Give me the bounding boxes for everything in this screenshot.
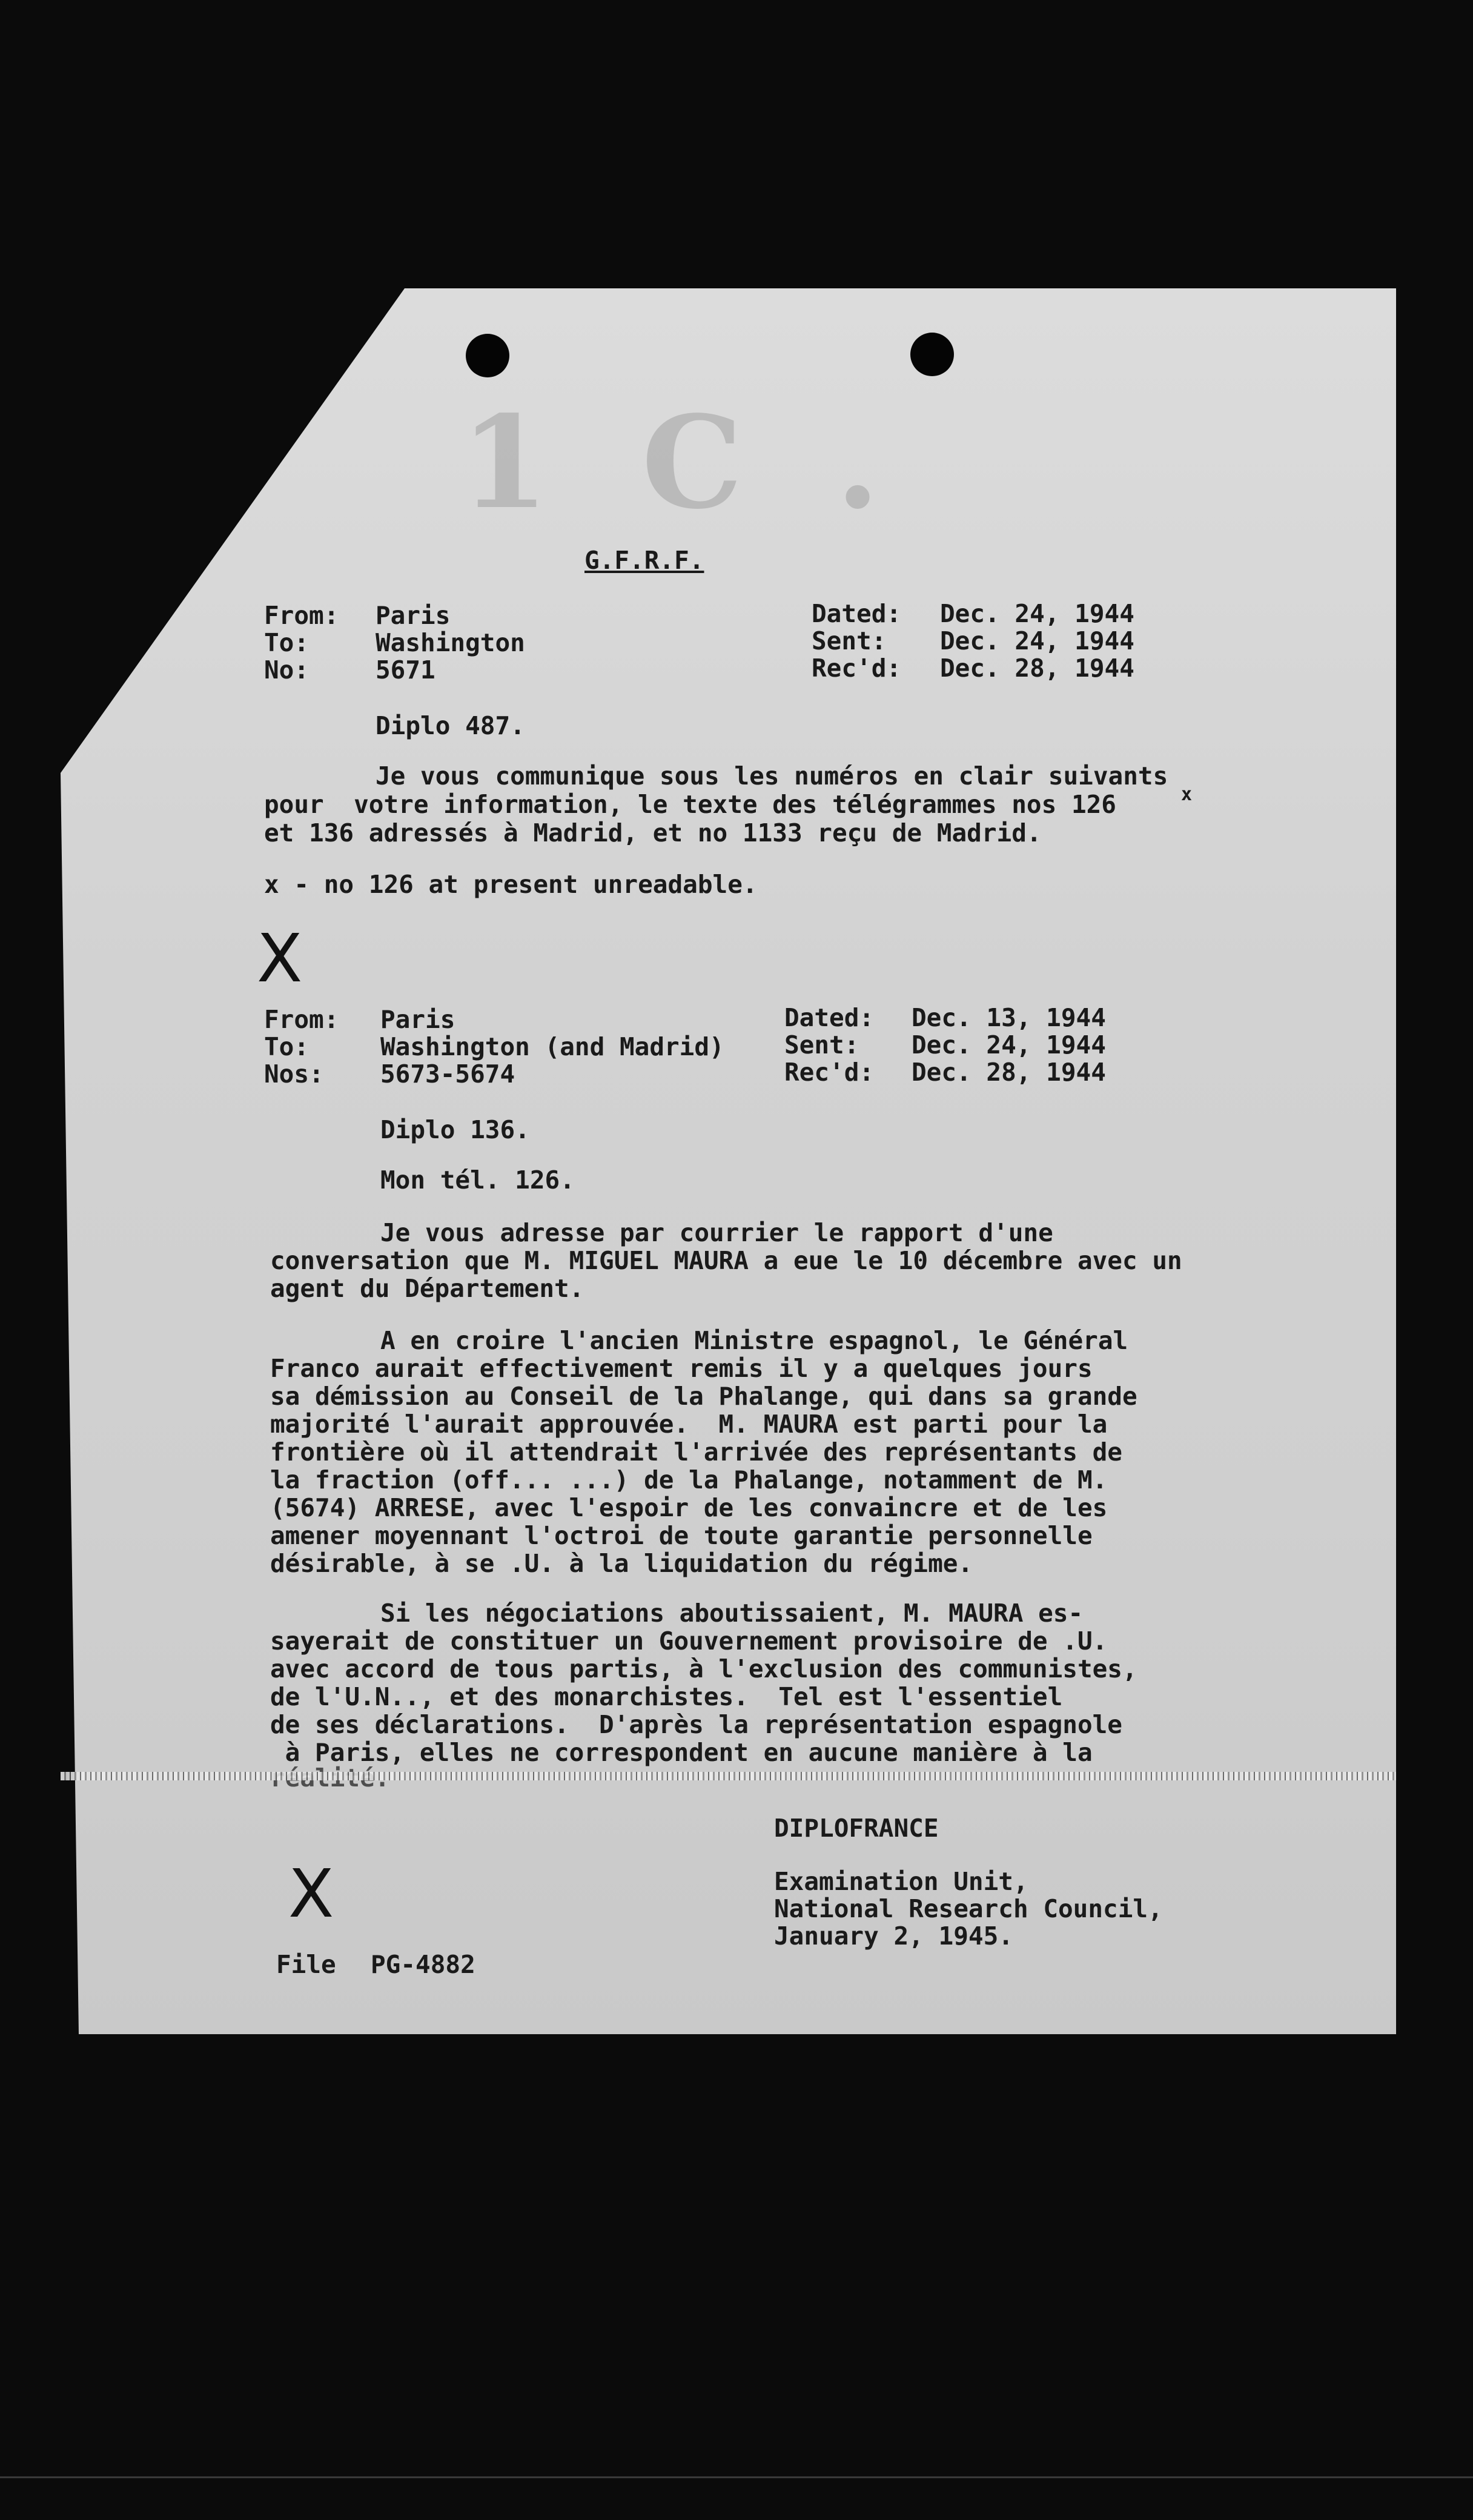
message1-line: Je vous communique sous les numéros en clair suivants [376, 761, 1168, 791]
paragraph-line: A en croire l'ancien Ministre espagnol, le Général [380, 1326, 1128, 1355]
paragraph-line: Si les négociations aboutissaient, M. MAURA es- [380, 1599, 1084, 1628]
dated-label: Dated: [812, 599, 902, 628]
message2-ref: Diplo 136. [380, 1115, 530, 1144]
paragraph-line: la fraction (off... ...) de la Phalange, notamment de M. [270, 1465, 1108, 1494]
recd-label: Rec'd: [812, 654, 902, 683]
sent-label: Sent: [784, 1030, 859, 1059]
unit-line: National Research Council, [774, 1894, 1163, 1923]
nos-label: Nos: [264, 1059, 324, 1089]
paragraph-line: sa démission au Conseil de la Phalange, qui dans sa grande [270, 1382, 1137, 1411]
sent-value: Dec. 24, 1944 [912, 1030, 1106, 1059]
dated-value: Dec. 13, 1944 [912, 1003, 1106, 1032]
recd-value: Dec. 28, 1944 [940, 654, 1134, 683]
dated-value: Dec. 24, 1944 [940, 599, 1134, 628]
paragraph-line: majorité l'aurait approuvée. M. MAURA est parti pour la [270, 1410, 1108, 1439]
message1-line: pour votre information, le texte des télégrammes nos 126 [264, 790, 1116, 819]
sent-label: Sent: [812, 626, 887, 655]
classification-heading: G.F.R.F. [584, 546, 704, 575]
to-value: Washington (and Madrid) [380, 1032, 724, 1061]
paragraph-line: de l'U.N.., et des monarchistes. Tel est l'essentiel [270, 1682, 1063, 1711]
to-label: To: [264, 628, 309, 657]
paragraph-line: conversation que M. MIGUEL MAURA a eue le 10 décembre avec un [270, 1246, 1182, 1275]
paragraph-line: agent du Département. [270, 1274, 584, 1303]
paragraph-line: amener moyennant l'octroi de toute garantie personnelle [270, 1521, 1093, 1550]
paragraph-line: désirable, à se .U. à la liquidation du régime. [270, 1549, 973, 1578]
message2-ref2: Mon tél. 126. [380, 1166, 575, 1195]
from-value: Paris [376, 601, 451, 630]
nos-value: 5673-5674 [380, 1059, 515, 1089]
sent-value: Dec. 24, 1944 [940, 626, 1134, 655]
handwritten-x-mark: X [257, 920, 303, 997]
paragraph-line: frontière où il attendrait l'arrivée des représentants de [270, 1437, 1122, 1467]
to-label: To: [264, 1032, 309, 1061]
unit-line: January 2, 1945. [774, 1921, 1013, 1951]
paragraph-line: Franco aurait effectivement remis il y a quelques jours [270, 1354, 1093, 1383]
message1-ref: Diplo 487. [376, 711, 525, 740]
to-value: Washington [376, 628, 525, 657]
punch-hole-left [466, 334, 509, 377]
paragraph-line: avec accord de tous partis, à l'exclusion des communistes, [270, 1654, 1137, 1683]
no-value: 5671 [376, 655, 435, 685]
scan-edge-line [0, 2476, 1473, 2478]
message1-line: et 136 adressés à Madrid, et no 1133 reçu de Madrid. [264, 818, 1042, 847]
file-value: PG-4882 [371, 1950, 475, 1979]
paragraph-line: Je vous adresse par courrier le rapport d'une [380, 1218, 1053, 1247]
paragraph-line: sayerait de constituer un Gouvernement provisoire de .U. [270, 1626, 1108, 1656]
paragraph-line: de ses déclarations. D'après la représentation espagnole [270, 1710, 1122, 1739]
from-label: From: [264, 1005, 339, 1034]
handwritten-x-mark: X [288, 1855, 334, 1932]
dated-label: Dated: [784, 1003, 875, 1032]
from-label: From: [264, 601, 339, 630]
faded-stamp: 1 C . [460, 388, 904, 527]
message1-footnote: x - no 126 at present unreadable. [264, 870, 758, 899]
from-value: Paris [380, 1005, 455, 1034]
punch-hole-right [910, 333, 954, 376]
recd-label: Rec'd: [784, 1058, 875, 1087]
paragraph-line: (5674) ARRESE, avec l'espoir de les convaincre et de les [270, 1493, 1108, 1522]
signature: DIPLOFRANCE [774, 1814, 939, 1843]
file-label: File [276, 1950, 336, 1979]
scan-seam [61, 1772, 1396, 1780]
no-label: No: [264, 655, 309, 685]
recd-value: Dec. 28, 1944 [912, 1058, 1106, 1087]
paragraph-line: à Paris, elles ne correspondent en aucune manière à la [270, 1738, 1093, 1767]
unit-line: Examination Unit, [774, 1867, 1028, 1896]
footnote-superscript: x [1181, 784, 1193, 805]
